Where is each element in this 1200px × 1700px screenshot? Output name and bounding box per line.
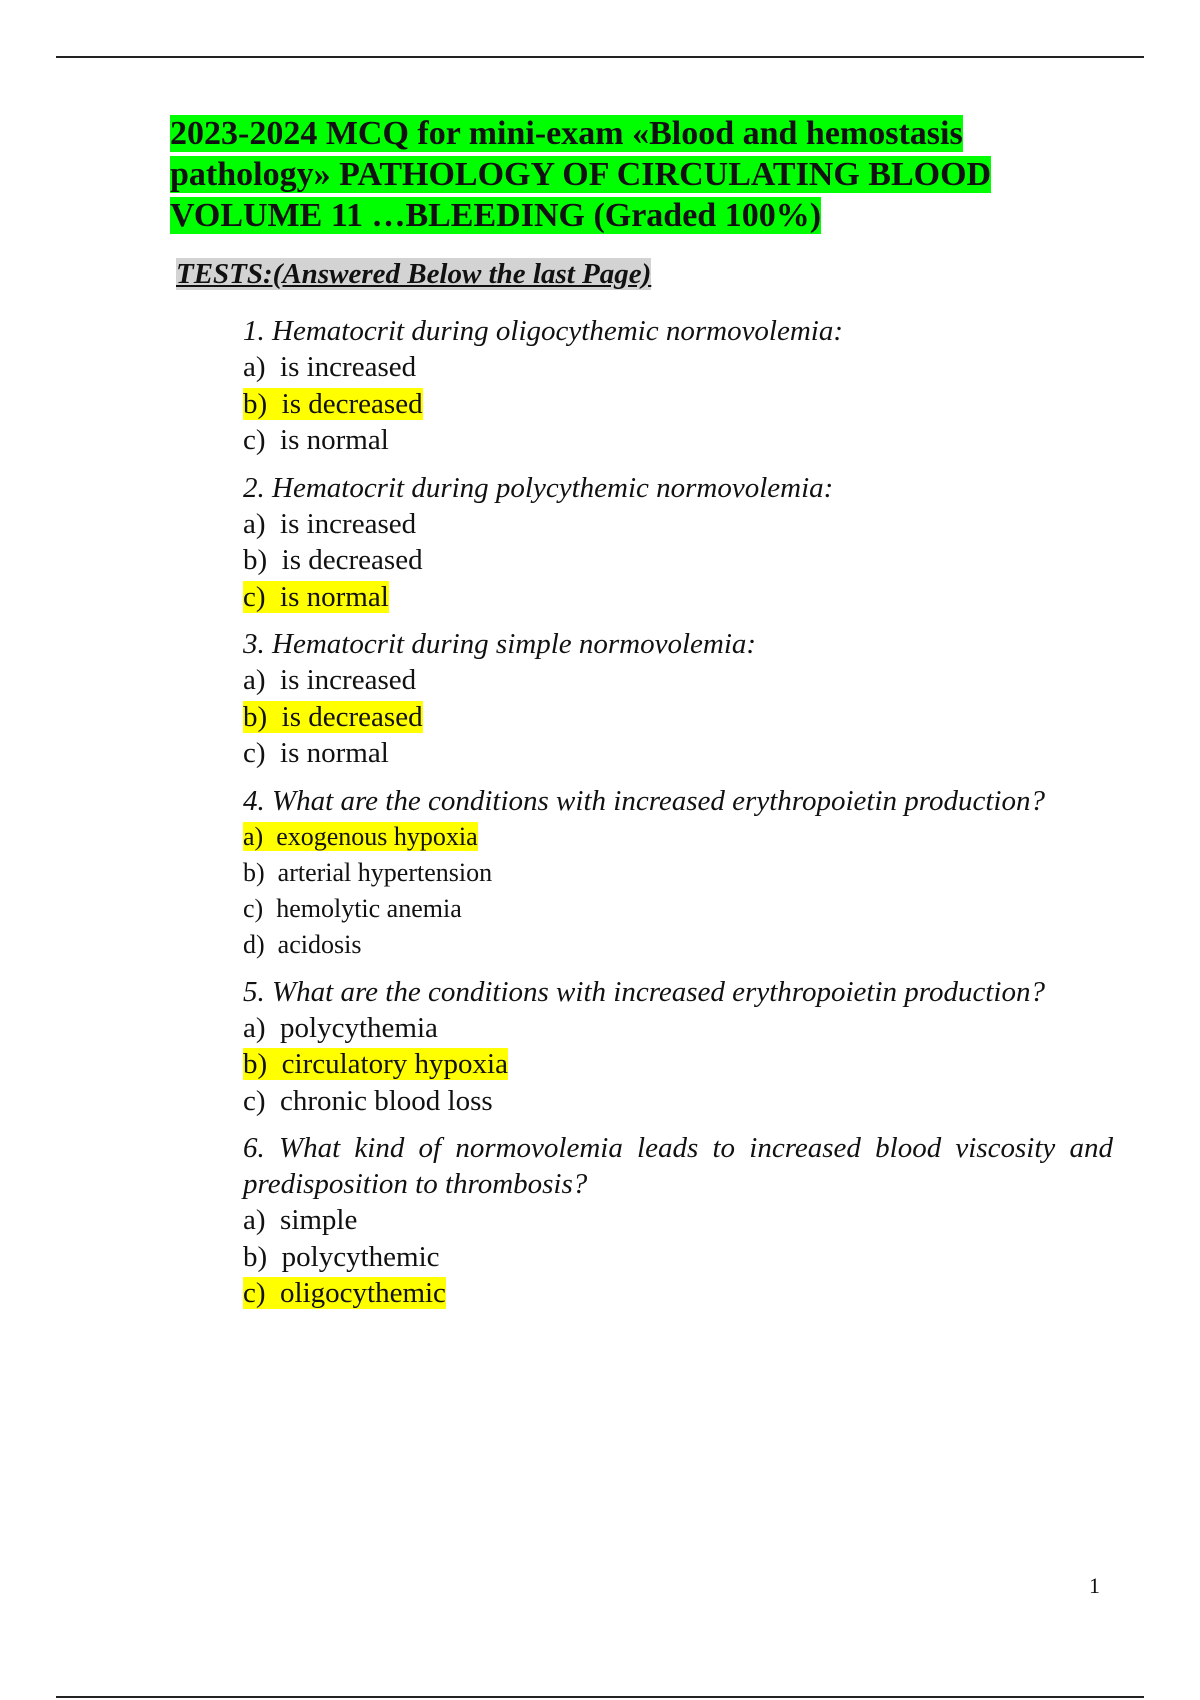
question-block	[243, 626, 1113, 772]
tests-heading-text: TESTS:(Answered Below the last Page)	[176, 258, 652, 290]
answer-option	[243, 1275, 1113, 1312]
answer-option	[243, 891, 1113, 927]
question-text: 3. Hematocrit during simple normovolemia:	[243, 628, 757, 660]
option-label: c)	[243, 1084, 266, 1117]
option-label: a)	[243, 1204, 266, 1236]
correct-answer-highlight	[243, 388, 423, 420]
option-text: oligocythemic	[280, 1277, 446, 1309]
answer-option-content	[243, 737, 389, 769]
option-label: b)	[243, 1240, 268, 1273]
answer-option	[243, 1083, 1113, 1120]
answer-option	[243, 386, 1113, 423]
option-text: is increased	[280, 351, 417, 383]
option-text: is normal	[280, 580, 389, 613]
option-label: c)	[243, 580, 266, 613]
answer-option-content	[243, 930, 361, 959]
option-label: c)	[243, 1277, 266, 1309]
answer-option-content	[243, 858, 492, 887]
answer-option	[243, 1239, 1113, 1276]
question-block	[243, 313, 1113, 459]
option-text: is decreased	[281, 544, 423, 576]
page-number: 1	[1089, 1573, 1100, 1598]
question-text: 6. What kind of normovolemia leads to increased blood viscosity and predisposition to thrombosis?	[243, 1132, 1113, 1200]
answer-option-content	[243, 508, 416, 540]
option-text: is decreased	[281, 700, 423, 733]
answer-option	[243, 422, 1113, 459]
question-text: 1. Hematocrit during oligocythemic normovolemia:	[243, 315, 844, 347]
answer-option	[243, 855, 1113, 891]
option-text: polycythemic	[281, 1240, 440, 1273]
answer-option-content	[243, 1085, 493, 1117]
answer-option	[243, 579, 1113, 616]
correct-answer-highlight	[243, 1048, 508, 1080]
correct-answer-highlight	[243, 581, 389, 613]
question-text: 2. Hematocrit during polycythemic normovolemia:	[243, 471, 834, 504]
option-text: hemolytic anemia	[276, 893, 462, 923]
option-label: b)	[243, 387, 268, 420]
bottom-rule	[56, 1696, 1144, 1698]
option-text: chronic blood loss	[280, 1084, 493, 1117]
answer-option-content	[243, 1204, 357, 1236]
correct-answer-highlight	[243, 1277, 446, 1309]
question-block	[243, 470, 1113, 616]
option-label: c)	[243, 424, 266, 456]
answer-option	[243, 542, 1113, 579]
option-label: b)	[243, 1048, 268, 1080]
correct-answer-highlight	[243, 822, 478, 851]
option-text: arterial hypertension	[277, 857, 493, 887]
answer-option-content	[243, 351, 416, 383]
option-label: a)	[243, 664, 266, 696]
option-label: b)	[243, 857, 265, 887]
question-list	[243, 313, 1113, 1323]
answer-option	[243, 699, 1113, 736]
document-title-text: 2023-2024 MCQ for mini-exam «Blood and hemostasis pathology» PATHOLOGY OF CIRCULATING BLOOD VOLUME 11 …BLEEDING (Graded 100%)	[170, 115, 992, 234]
answer-option-content	[243, 894, 462, 923]
answer-option	[243, 819, 1113, 855]
option-text: is increased	[280, 664, 417, 696]
option-label: b)	[243, 544, 268, 576]
option-label: b)	[243, 700, 268, 733]
answer-option	[243, 1010, 1113, 1047]
answer-option	[243, 506, 1113, 543]
option-text: is normal	[280, 424, 389, 456]
option-text: exogenous hypoxia	[276, 821, 478, 851]
tests-heading	[176, 256, 651, 292]
document-title	[170, 113, 1050, 236]
option-text: is increased	[280, 507, 417, 540]
option-text: polycythemia	[280, 1011, 438, 1044]
option-label: c)	[243, 737, 266, 769]
top-rule	[56, 56, 1144, 58]
question-text: 5. What are the conditions with increased erythropoietin production?	[243, 975, 1045, 1008]
question-block	[243, 1130, 1113, 1312]
answer-option-content	[243, 664, 416, 696]
question-block	[243, 974, 1113, 1120]
answer-option	[243, 735, 1113, 772]
option-text: acidosis	[277, 929, 362, 959]
answer-option-content	[243, 1012, 438, 1044]
answer-option	[243, 927, 1113, 963]
answer-option	[243, 349, 1113, 386]
correct-answer-highlight	[243, 701, 423, 733]
question-text: 4. What are the conditions with increased erythropoietin production?	[243, 784, 1045, 817]
answer-option	[243, 1202, 1113, 1239]
option-label: c)	[243, 893, 264, 923]
option-text: simple	[280, 1204, 358, 1236]
option-label: a)	[243, 1011, 266, 1044]
answer-option-content	[243, 544, 423, 576]
answer-option	[243, 1046, 1113, 1083]
option-label: a)	[243, 507, 266, 540]
option-label: d)	[243, 929, 265, 959]
option-label: a)	[243, 821, 264, 851]
question-block	[243, 783, 1113, 963]
option-text: circulatory hypoxia	[281, 1048, 508, 1080]
answer-option-content	[243, 1241, 440, 1273]
option-text: is decreased	[281, 387, 423, 420]
option-text: is normal	[280, 737, 389, 769]
answer-option-content	[243, 424, 389, 456]
option-label: a)	[243, 351, 266, 383]
answer-option	[243, 662, 1113, 699]
